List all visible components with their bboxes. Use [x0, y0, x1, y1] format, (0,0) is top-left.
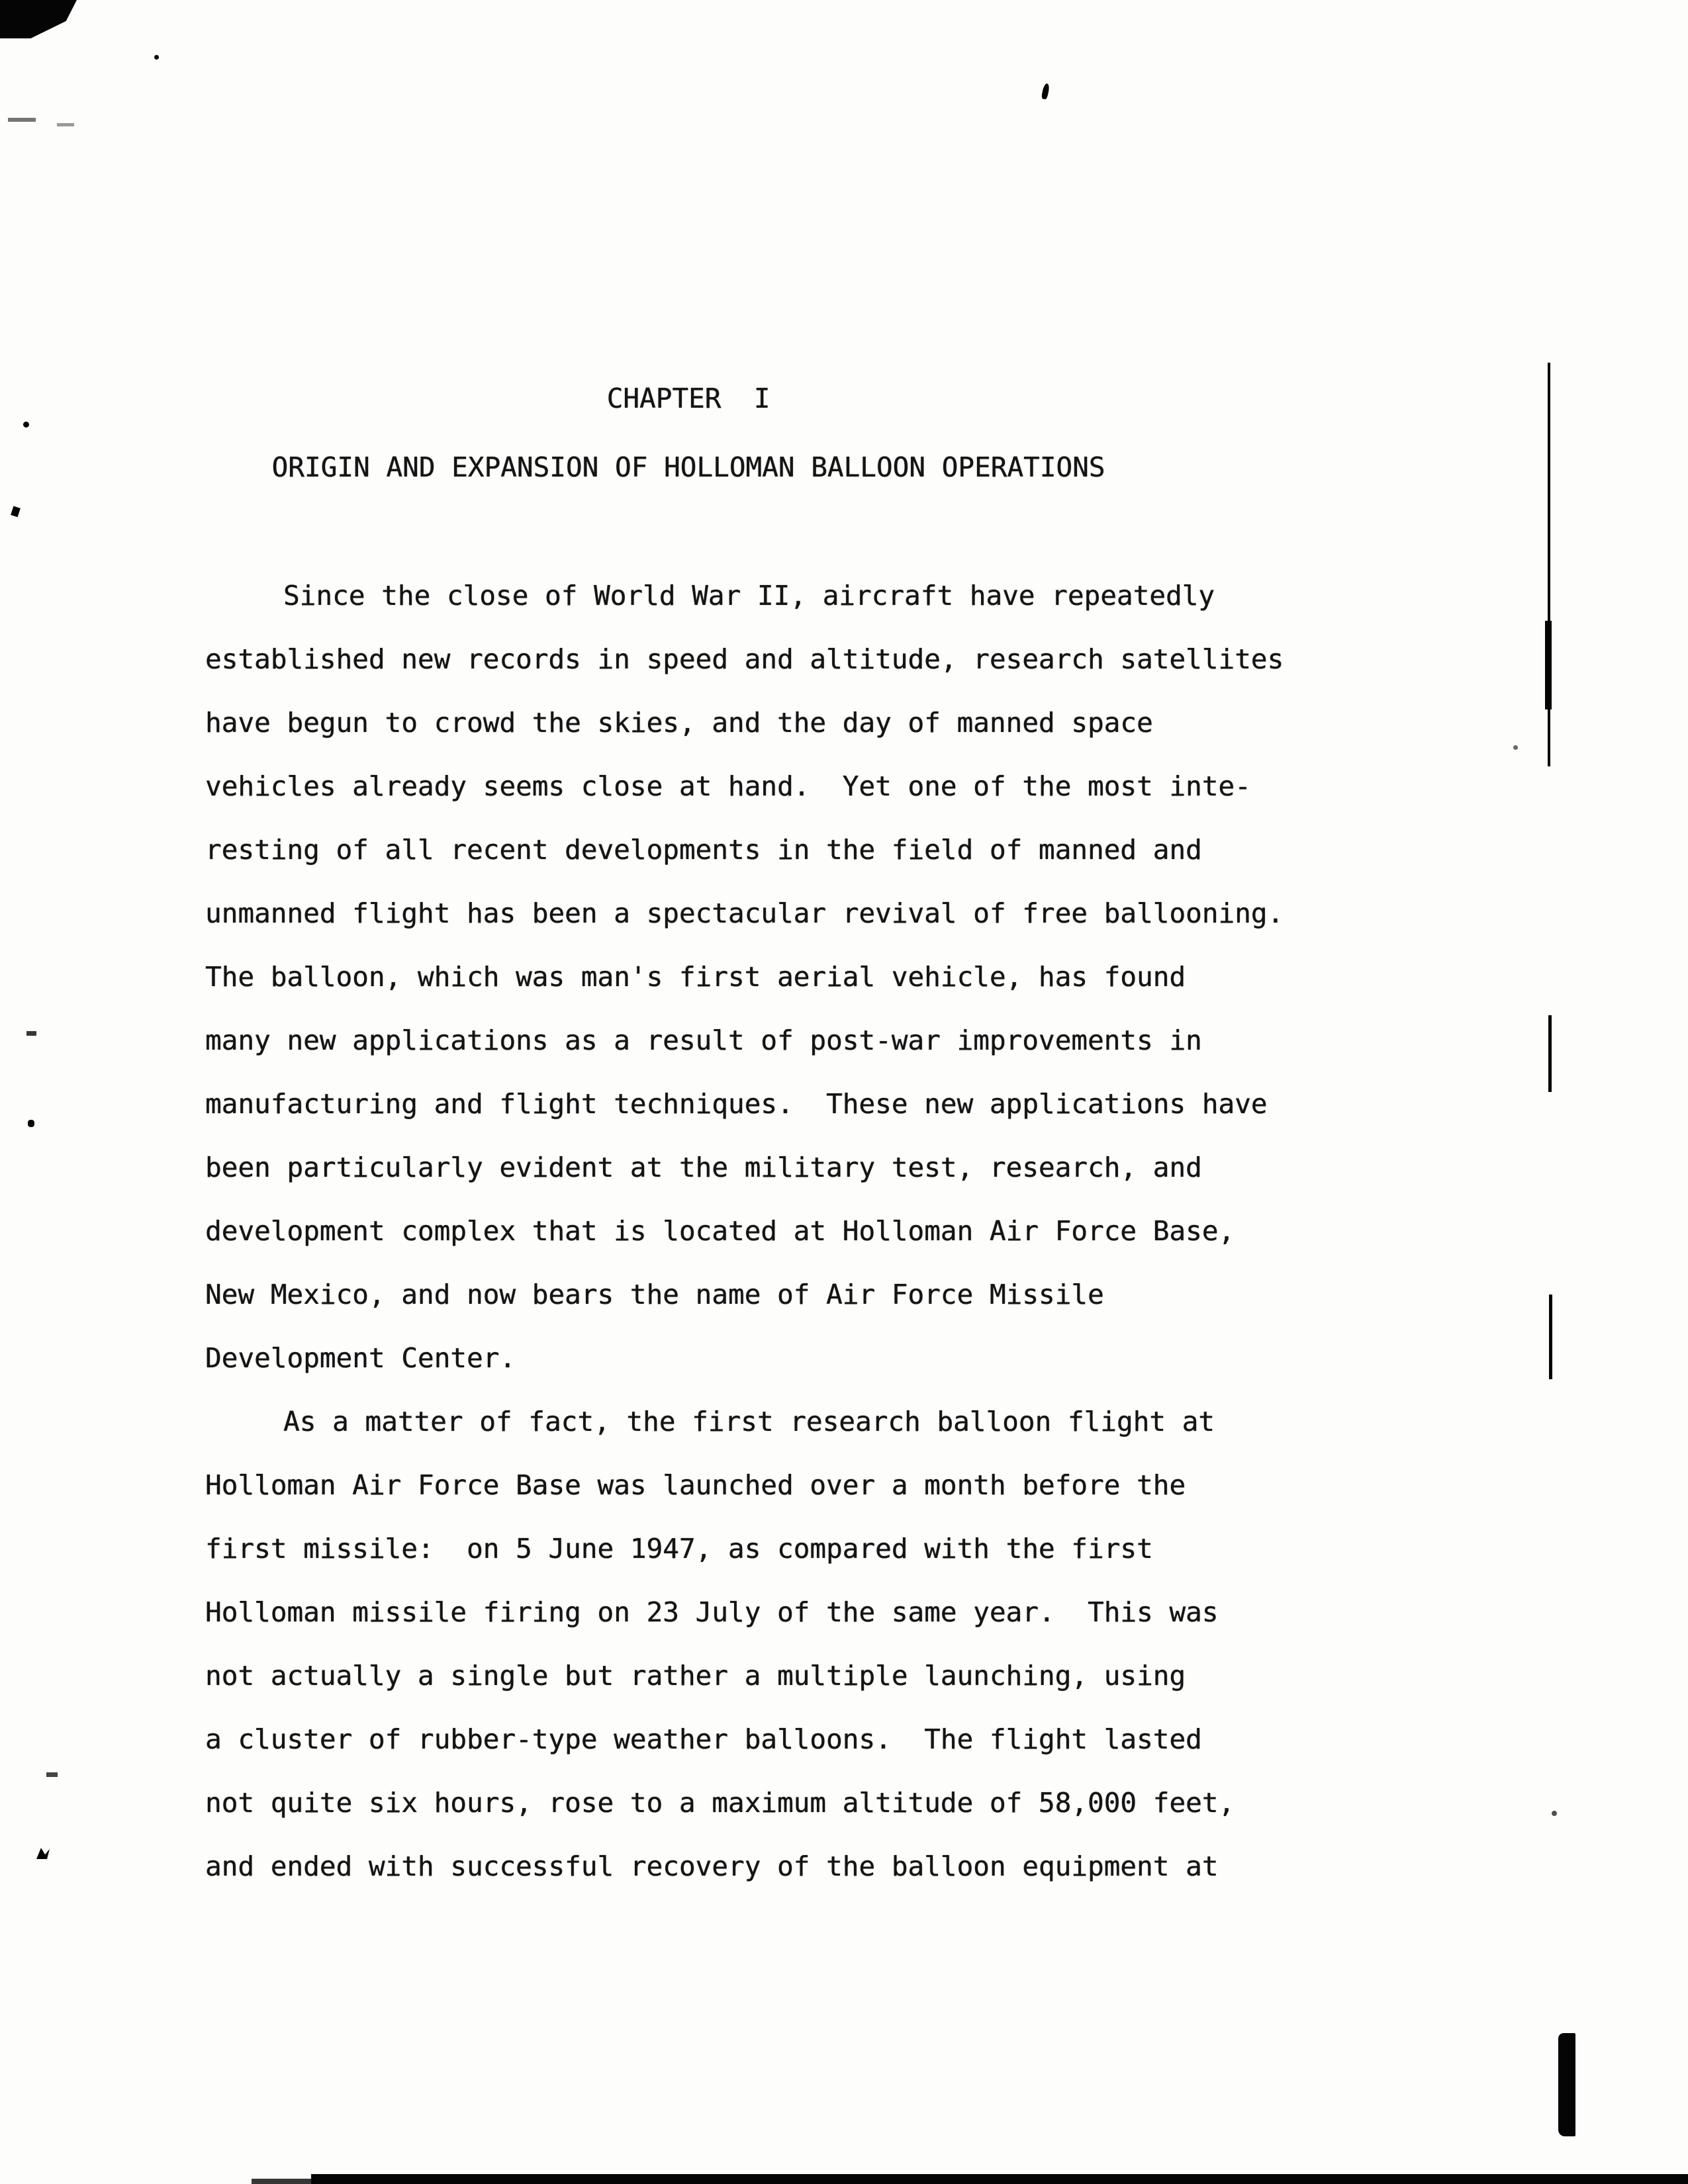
scan-mark — [1513, 745, 1518, 750]
body-line: been particularly evident at the military test, research, and — [205, 1152, 1202, 1183]
scan-edge-line — [1549, 1295, 1552, 1379]
body-line: Holloman missile firing on 23 July of the same year. This was — [205, 1596, 1219, 1628]
body-line: not actually a single but rather a multiple launching, using — [205, 1660, 1186, 1692]
scan-mark — [1552, 1811, 1557, 1816]
body-line: The balloon, which was man's first aerial vehicle, has found — [205, 961, 1186, 993]
body-line: Development Center. — [205, 1342, 516, 1374]
scan-mark — [28, 1120, 34, 1127]
scan-bottom-bar — [311, 2174, 1688, 2184]
chapter-title: ORIGIN AND EXPANSION OF HOLLOMAN BALLOON OPERATIONS — [271, 451, 1105, 483]
scan-edge-line — [1545, 621, 1552, 709]
scan-mark — [1041, 83, 1051, 99]
body-line: have begun to crowd the skies, and the day of manned space — [205, 707, 1153, 739]
body-line: Since the close of World War II, aircraft have repeatedly — [283, 580, 1215, 612]
scan-mark — [154, 55, 159, 60]
scan-edge-line — [1548, 1015, 1552, 1092]
body-line: As a matter of fact, the first research balloon flight at — [283, 1406, 1215, 1437]
scan-mark — [36, 1848, 50, 1859]
body-line: not quite six hours, rose to a maximum altitude of 58,000 feet, — [205, 1787, 1235, 1819]
scan-edge-blob — [1558, 2033, 1575, 2136]
body-line: a cluster of rubber-type weather balloons. The flight lasted — [205, 1723, 1202, 1755]
scan-bottom-bar — [252, 2179, 324, 2184]
body-line: and ended with successful recovery of the balloon equipment at — [205, 1850, 1219, 1882]
body-line: established new records in speed and altitude, research satellites — [205, 643, 1284, 675]
scan-mark — [57, 123, 74, 126]
body-line: New Mexico, and now bears the name of Air Force Missile — [205, 1279, 1104, 1310]
body-line: many new applications as a result of post-war improvements in — [205, 1024, 1202, 1056]
body-line: resting of all recent developments in the field of manned and — [205, 834, 1202, 866]
body-line: vehicles already seems close at hand. Yet one of the most inte- — [205, 770, 1251, 802]
body-text — [205, 564, 1344, 1898]
body-line: unmanned flight has been a spectacular revival of free ballooning. — [205, 897, 1284, 929]
scan-mark-corner — [0, 0, 77, 38]
body-line: manufacturing and flight techniques. These new applications have — [205, 1088, 1268, 1120]
scan-mark — [8, 118, 36, 122]
scan-mark — [23, 422, 29, 428]
scan-mark — [46, 1772, 58, 1777]
scan-mark — [26, 1031, 36, 1036]
body-line: Holloman Air Force Base was launched over a month before the — [205, 1469, 1186, 1501]
chapter-heading: CHAPTER I — [606, 383, 771, 414]
scan-mark — [11, 506, 21, 518]
body-line: first missile: on 5 June 1947, as compared with the first — [205, 1533, 1153, 1565]
body-line: development complex that is located at Holloman Air Force Base, — [205, 1215, 1235, 1247]
